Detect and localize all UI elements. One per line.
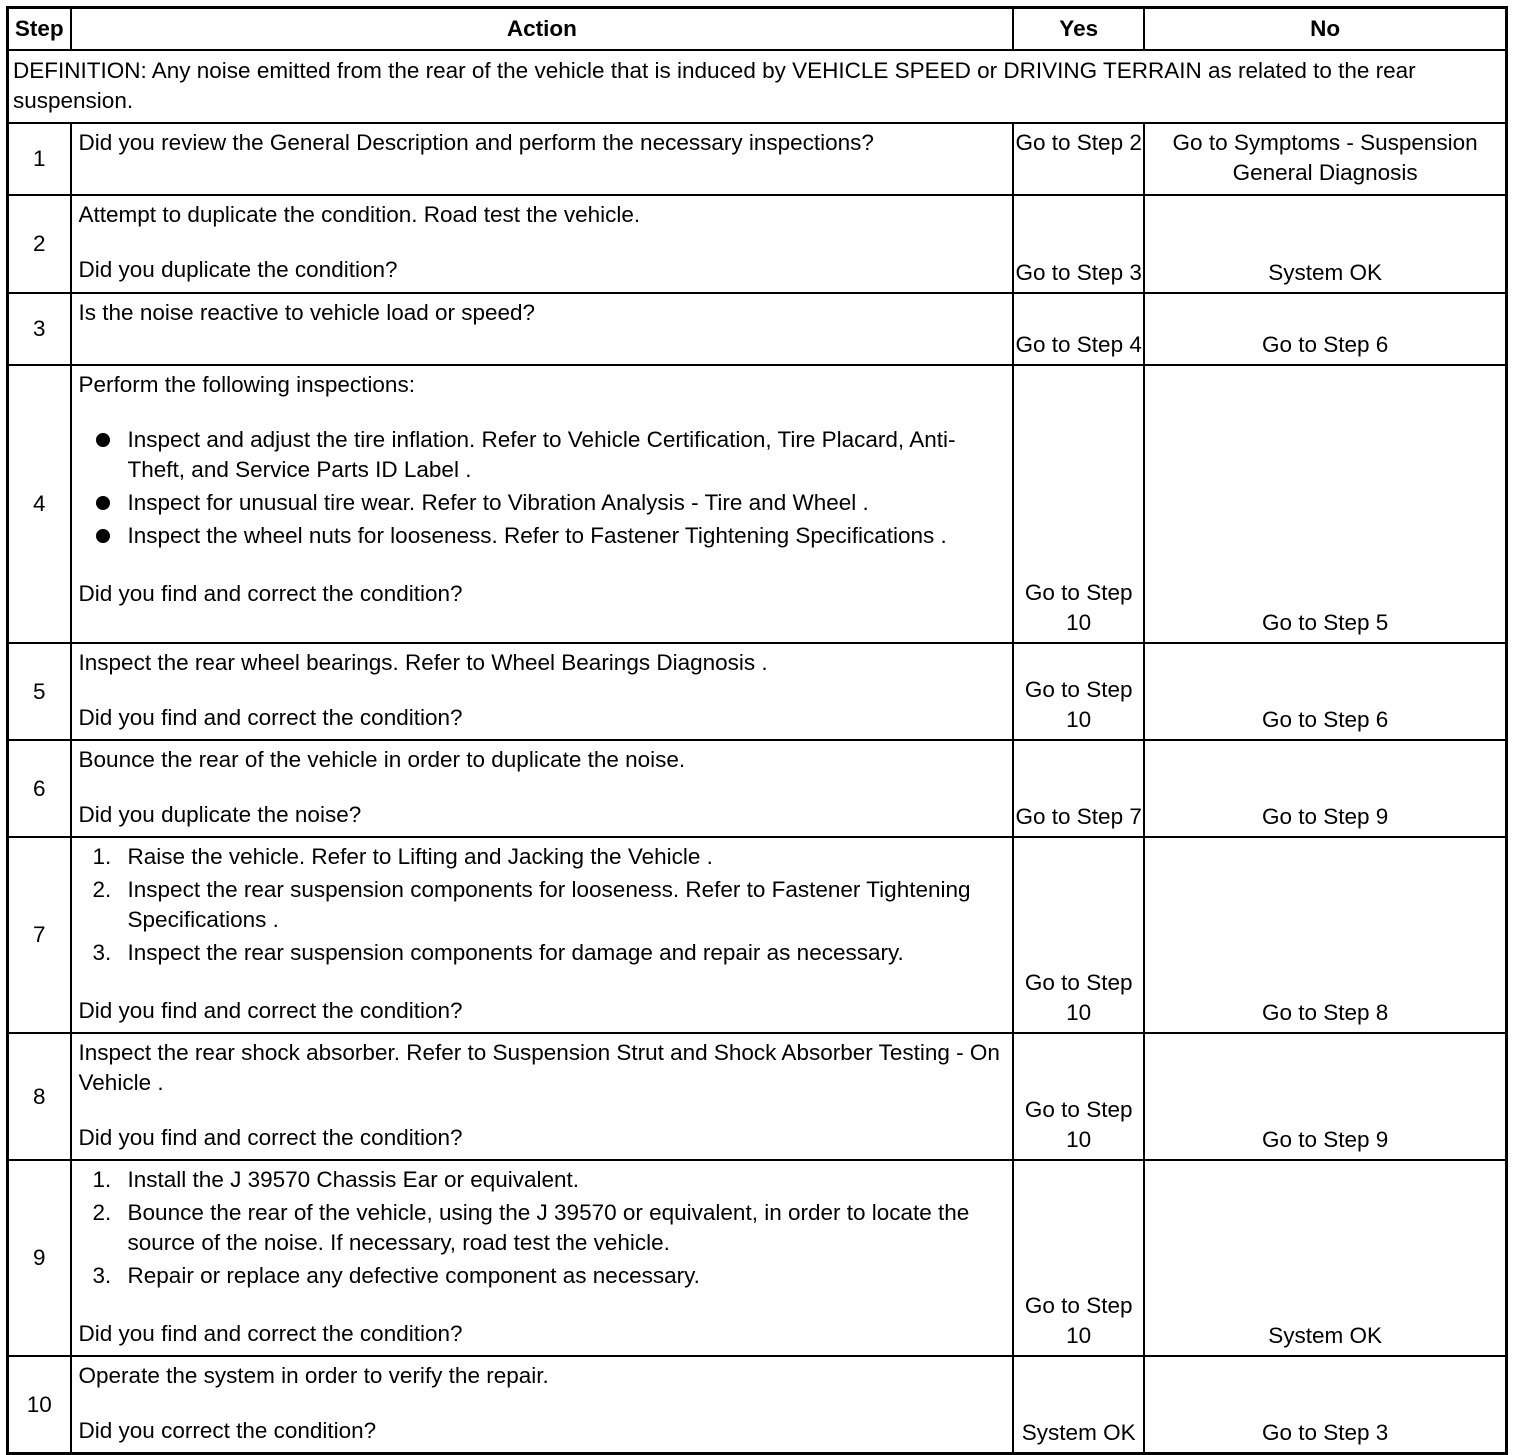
list-item: Inspect for unusual tire wear. Refer to Vibration Analysis - Tire and Wheel .: [79, 488, 1007, 518]
list-item: 2. Inspect the rear suspension components for looseness. Refer to Fastener Tightening Specifications .: [92, 877, 971, 932]
table-row: [8, 293, 1507, 365]
list-item: 2. Bounce the rear of the vehicle, using the J 39570 or equivalent, in order to locate the source of the noise. If necessary, road test the vehicle.: [92, 1200, 970, 1255]
step-number: 3: [8, 293, 71, 365]
diagnostic-table: [6, 6, 1508, 1455]
question-text: Did you correct the condition?: [78, 1418, 377, 1443]
yes-cell: Go to Step 10: [1013, 1160, 1144, 1356]
action-cell: [71, 195, 1014, 293]
step-number: 5: [8, 643, 71, 740]
definition-row: [8, 50, 1507, 123]
question-text: Did you duplicate the noise?: [78, 802, 362, 827]
list-item: 1. Raise the vehicle. Refer to Lifting and Jacking the Vehicle .: [92, 844, 713, 869]
action-cell: [71, 1033, 1014, 1160]
list-item: Inspect and adjust the tire inflation. Refer to Vehicle Certification, Tire Placard, Anti-Theft, and Service Parts ID Label .: [79, 425, 1007, 485]
bullet-icon: [96, 433, 110, 447]
no-cell: Go to Symptoms - Suspension General Diagnosis: [1144, 123, 1506, 195]
no-cell: Go to Step 9: [1144, 740, 1506, 837]
step-number: 1: [8, 123, 71, 195]
yes-cell: Go to Step 10: [1013, 837, 1144, 1033]
action-cell: [71, 1160, 1014, 1356]
procedure-list: [79, 1165, 1007, 1291]
question-text: Did you find and correct the condition?: [78, 998, 463, 1023]
header-action: Action: [71, 8, 1014, 51]
table-row: [8, 1160, 1507, 1356]
table-row: [8, 740, 1507, 837]
yes-cell: Go to Step 10: [1013, 1033, 1144, 1160]
list-item: 3. Inspect the rear suspension components for damage and repair as necessary.: [92, 940, 904, 965]
action-text: Did you review the General Description and perform the necessary inspections?: [78, 130, 874, 155]
no-cell: System OK: [1144, 1160, 1506, 1356]
action-cell: [71, 293, 1014, 365]
action-text: Is the noise reactive to vehicle load or speed?: [78, 300, 536, 325]
action-text: Attempt to duplicate the condition. Road test the vehicle.: [78, 202, 641, 227]
table-row: [8, 1033, 1507, 1160]
action-text: Perform the following inspections:: [78, 372, 415, 397]
procedure-list: [79, 842, 1007, 968]
action-text: Inspect the rear shock absorber. Refer to Suspension Strut and Shock Absorber Testing - On Vehicle .: [78, 1040, 1000, 1095]
step-number: 8: [8, 1033, 71, 1160]
action-text: Inspect the rear wheel bearings. Refer to Wheel Bearings Diagnosis .: [78, 650, 768, 675]
question-text: Did you duplicate the condition?: [78, 257, 398, 282]
action-cell: [71, 837, 1014, 1033]
yes-cell: Go to Step 3: [1013, 195, 1144, 293]
header-yes: Yes: [1013, 8, 1144, 51]
question-text: Did you find and correct the condition?: [78, 1321, 463, 1346]
question-text: Did you find and correct the condition?: [78, 705, 463, 730]
list-item: Inspect the wheel nuts for looseness. Refer to Fastener Tightening Specifications .: [79, 521, 1007, 551]
no-cell: Go to Step 6: [1144, 293, 1506, 365]
no-cell: System OK: [1144, 195, 1506, 293]
step-number: 4: [8, 365, 71, 643]
yes-cell: Go to Step 2: [1013, 123, 1144, 195]
step-number: 7: [8, 837, 71, 1033]
action-text: Bounce the rear of the vehicle in order to duplicate the noise.: [78, 747, 686, 772]
no-cell: Go to Step 3: [1144, 1356, 1506, 1454]
question-text: Did you find and correct the condition?: [78, 1125, 463, 1150]
no-cell: Go to Step 8: [1144, 837, 1506, 1033]
no-cell: Go to Step 6: [1144, 643, 1506, 740]
table-row: [8, 123, 1507, 195]
list-item: 1. Install the J 39570 Chassis Ear or equivalent.: [92, 1167, 580, 1192]
action-cell: [71, 1356, 1014, 1454]
table-row: [8, 365, 1507, 643]
yes-cell: System OK: [1013, 1356, 1144, 1454]
table-row: [8, 1356, 1507, 1454]
step-number: 6: [8, 740, 71, 837]
bullet-icon: [96, 496, 110, 510]
yes-cell: Go to Step 7: [1013, 740, 1144, 837]
no-cell: Go to Step 9: [1144, 1033, 1506, 1160]
list-item: 3. Repair or replace any defective component as necessary.: [92, 1263, 700, 1288]
yes-cell: Go to Step 10: [1013, 365, 1144, 643]
inspection-list: [79, 425, 1007, 551]
no-cell: Go to Step 5: [1144, 365, 1506, 643]
action-cell: [71, 365, 1014, 643]
action-cell: [71, 123, 1014, 195]
action-cell: [71, 643, 1014, 740]
header-no: No: [1144, 8, 1506, 51]
header-step: Step: [8, 8, 71, 51]
definition-text: DEFINITION: Any noise emitted from the rear of the vehicle that is induced by VEHICLE SPEED or DRIVING TERRAIN as related to the rear suspension.: [8, 50, 1507, 123]
table-row: [8, 643, 1507, 740]
step-number: 9: [8, 1160, 71, 1356]
action-text: Operate the system in order to verify the repair.: [78, 1363, 549, 1388]
step-number: 10: [8, 1356, 71, 1454]
table-row: [8, 837, 1507, 1033]
header-row: [8, 8, 1507, 51]
table-row: [8, 195, 1507, 293]
question-text: Did you find and correct the condition?: [78, 581, 463, 606]
yes-cell: Go to Step 4: [1013, 293, 1144, 365]
step-number: 2: [8, 195, 71, 293]
yes-cell: Go to Step 10: [1013, 643, 1144, 740]
bullet-icon: [96, 529, 110, 543]
action-cell: [71, 740, 1014, 837]
